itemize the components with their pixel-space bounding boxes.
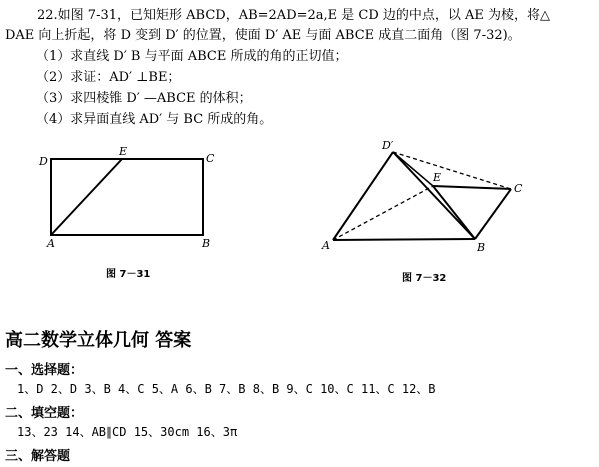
label-e: E	[119, 145, 128, 158]
label-a: A	[47, 237, 55, 250]
label-c: C	[514, 182, 523, 195]
edge-dprime-e	[393, 152, 433, 186]
segment-ae	[51, 159, 122, 235]
question-1: （1）求直线 D′ B 与平面 ABCE 所成的角的正切值；	[36, 49, 348, 64]
label-c: C	[206, 152, 215, 165]
edge-b-c	[475, 189, 511, 239]
figure-7-31-caption: 图 7－31	[106, 269, 151, 280]
edge-a-dprime	[333, 152, 393, 240]
edge-a-b	[333, 239, 475, 240]
section-2-content: 13、23 14、AB∥CD 15、30cm 16、3π	[17, 425, 238, 439]
edge-e-b	[433, 186, 475, 239]
problem-line-1: 22.如图 7-31，已知矩形 ABCD，AB=2AD=2a,E 是 CD 边的中点，以 AE 为棱，将△	[37, 8, 551, 23]
section-2-title: 二、填空题：	[5, 406, 84, 421]
edge-e-c	[433, 186, 511, 189]
question-2: （2）求证：AD′ ⊥BE；	[36, 70, 181, 85]
answers-title: 高二数学立体几何 答案	[5, 330, 192, 351]
section-1-content: 1、D 2、D 3、B 4、C 5、A 6、B 7、B 8、B 9、C 10、C 11、C 12、B	[17, 382, 436, 396]
question-3: （3）求四棱锥 D′ —ABCE 的体积；	[36, 91, 252, 106]
section-1-title: 一、选择题：	[5, 363, 84, 378]
label-a: A	[322, 239, 330, 252]
label-dprime: D′	[382, 139, 394, 152]
figure-7-32	[315, 138, 530, 263]
edge-a-e-hidden	[333, 186, 433, 240]
rectangle-abcd	[51, 159, 203, 235]
label-b: B	[202, 237, 211, 250]
figure-7-31	[30, 140, 230, 255]
label-e: E	[433, 171, 442, 184]
label-d: D	[39, 155, 48, 168]
figure-7-32-caption: 图 7－32	[402, 273, 447, 284]
label-b: B	[477, 241, 486, 254]
section-3-title: 三、解答题	[5, 449, 71, 464]
problem-line-2: DAE 向上折起，将 D 变到 D′ 的位置，使面 D′ AE 与面 ABCE 成直二面角（图 7-32)。	[5, 28, 521, 43]
question-4: （4）求异面直线 AD′ 与 BC 所成的角。	[36, 112, 273, 127]
